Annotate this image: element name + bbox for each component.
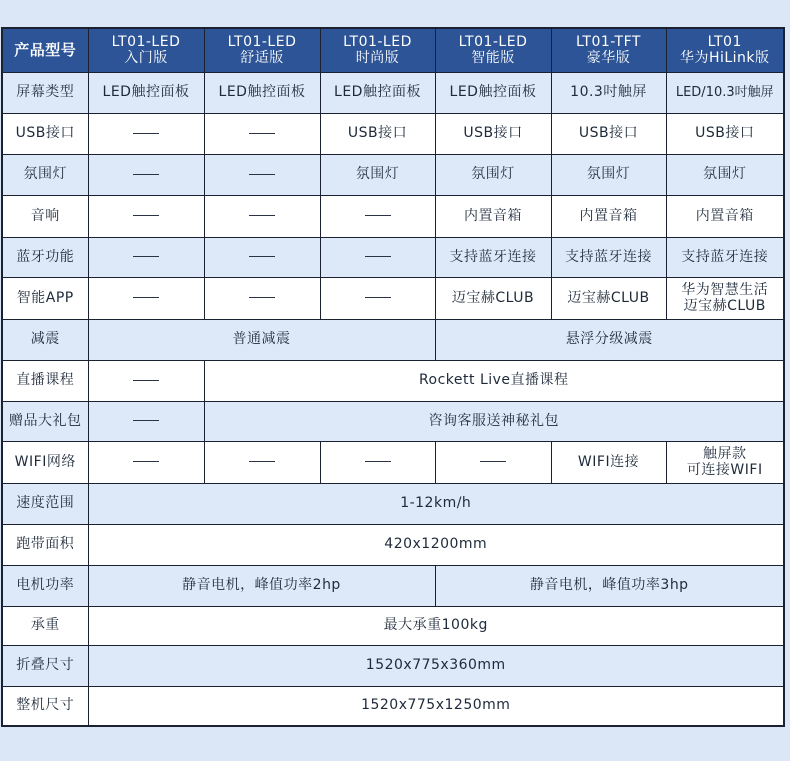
row-overall-size: [2, 686, 784, 726]
cell-value: LED触控面板: [88, 72, 204, 113]
row-load: [2, 606, 784, 645]
cell-value: USB接口: [435, 113, 551, 154]
model-header-4: [435, 28, 551, 72]
dash-mark: [133, 215, 159, 216]
cell-span: Rockett Live直播课程: [204, 360, 784, 401]
model-header-5: [551, 28, 666, 72]
cell-empty: [204, 441, 320, 483]
row-label: 赠品大礼包: [2, 401, 88, 441]
model-edition: 豪华版: [586, 50, 631, 67]
dash-mark: [133, 174, 159, 175]
cell-value: 内置音箱: [666, 195, 784, 237]
row-label: 蓝牙功能: [2, 237, 88, 277]
spec-comparison-table: [1, 27, 785, 727]
cell-value: 氛围灯: [666, 154, 784, 195]
model-code: LT01-LED: [111, 34, 181, 51]
cell-value: 氛围灯: [551, 154, 666, 195]
row-wifi: [2, 441, 784, 483]
cell-line: 迈宝赫CLUB: [683, 298, 766, 314]
row-folded-size: [2, 645, 784, 686]
cell-span-left: 静音电机，峰值功率2hp: [88, 565, 435, 606]
cell-empty: [320, 441, 435, 483]
cell-value: 支持蓝牙连接: [666, 237, 784, 277]
cell-value: 内置音箱: [435, 195, 551, 237]
cell-value: 迈宝赫CLUB: [551, 277, 666, 319]
dash-mark: [365, 215, 391, 216]
cell-empty: [204, 195, 320, 237]
row-label: 电机功率: [2, 565, 88, 606]
cell-span: 1520x775x1250mm: [88, 686, 784, 726]
row-usb: [2, 113, 784, 154]
row-label: 智能APP: [2, 277, 88, 319]
cell-value: WIFI连接: [551, 441, 666, 483]
model-code: LT01-LED: [227, 34, 297, 51]
cell-empty: [320, 237, 435, 277]
row-motor: [2, 565, 784, 606]
cell-line: 触屏款: [703, 446, 747, 462]
model-edition: 智能版: [471, 50, 515, 67]
row-label: WIFI网络: [2, 441, 88, 483]
row-label: 氛围灯: [2, 154, 88, 195]
row-bluetooth: [2, 237, 784, 277]
model-code: LT01: [707, 34, 742, 51]
cell-value: USB接口: [551, 113, 666, 154]
cell-value: 氛围灯: [320, 154, 435, 195]
cell-empty: [204, 154, 320, 195]
model-code: LT01-TFT: [576, 34, 641, 51]
dash-mark: [365, 297, 391, 298]
cell-span: 最大承重100kg: [88, 606, 784, 645]
dash-mark: [249, 297, 275, 298]
cell-empty: [320, 195, 435, 237]
row-live: [2, 360, 784, 401]
dash-mark: [249, 256, 275, 257]
cell-empty: [88, 154, 204, 195]
row-app: [2, 277, 784, 319]
row-label: 减震: [2, 319, 88, 360]
cell-value: USB接口: [666, 113, 784, 154]
cell-line: 可连接WIFI: [686, 462, 763, 478]
cell-empty: [88, 441, 204, 483]
row-shock: [2, 319, 784, 360]
cell-span-right: 静音电机，峰值功率3hp: [435, 565, 784, 606]
cell-line: 华为智慧生活: [681, 282, 769, 298]
cell-empty: [204, 237, 320, 277]
cell-value: 迈宝赫CLUB: [435, 277, 551, 319]
dash-mark: [249, 215, 275, 216]
dash-mark: [133, 461, 159, 462]
dash-mark: [133, 133, 159, 134]
dash-mark: [365, 256, 391, 257]
row-ambient-light: [2, 154, 784, 195]
cell-span-right: 悬浮分级减震: [435, 319, 784, 360]
dash-mark: [133, 380, 159, 381]
cell-value: 10.3吋触屏: [551, 72, 666, 113]
cell-empty: [88, 277, 204, 319]
cell-empty: [88, 195, 204, 237]
cell-value: 内置音箱: [551, 195, 666, 237]
row-label: USB接口: [2, 113, 88, 154]
cell-value: 氛围灯: [435, 154, 551, 195]
dash-mark: [133, 420, 159, 421]
model-edition: 入门版: [124, 50, 168, 67]
cell-value: 支持蓝牙连接: [435, 237, 551, 277]
row-label: 整机尺寸: [2, 686, 88, 726]
spec-table-container: [1, 27, 785, 727]
dash-mark: [480, 461, 506, 462]
cell-span: 1-12km/h: [88, 483, 784, 524]
cell-span: 咨询客服送神秘礼包: [204, 401, 784, 441]
cell-span: 1520x775x360mm: [88, 645, 784, 686]
row-label: 折叠尺寸: [2, 645, 88, 686]
dash-mark: [249, 461, 275, 462]
cell-empty: [88, 401, 204, 441]
model-header-3: [320, 28, 435, 72]
cell-value: 支持蓝牙连接: [551, 237, 666, 277]
model-header-2: [204, 28, 320, 72]
model-header-6: [666, 28, 784, 72]
row-belt: [2, 524, 784, 565]
dash-mark: [249, 133, 275, 134]
cell-value: LED触控面板: [204, 72, 320, 113]
cell-span: 420x1200mm: [88, 524, 784, 565]
model-header-1: [88, 28, 204, 72]
header-corner: 产品型号: [2, 28, 88, 72]
model-edition: 舒适版: [240, 50, 284, 67]
dash-mark: [249, 174, 275, 175]
cell-value: LED触控面板: [320, 72, 435, 113]
cell-empty: [88, 113, 204, 154]
row-label: 音响: [2, 195, 88, 237]
row-gift: [2, 401, 784, 441]
row-label: 屏幕类型: [2, 72, 88, 113]
cell-empty: [320, 277, 435, 319]
cell-value: LED触控面板: [435, 72, 551, 113]
model-code: LT01-LED: [343, 34, 412, 51]
model-edition: 华为HiLink版: [679, 50, 770, 67]
cell-value: LED/10.3吋触屏: [666, 72, 784, 113]
row-label: 跑带面积: [2, 524, 88, 565]
cell-empty: [204, 277, 320, 319]
cell-value-multiline: [666, 441, 784, 483]
dash-mark: [133, 297, 159, 298]
dash-mark: [133, 256, 159, 257]
row-label: 直播课程: [2, 360, 88, 401]
row-label: 速度范围: [2, 483, 88, 524]
row-audio: [2, 195, 784, 237]
cell-empty: [88, 360, 204, 401]
row-speed: [2, 483, 784, 524]
cell-span-left: 普通减震: [88, 319, 435, 360]
dash-mark: [365, 461, 391, 462]
cell-value-multiline: [666, 277, 784, 319]
row-label: 承重: [2, 606, 88, 645]
model-edition: 时尚版: [355, 50, 400, 67]
cell-value: USB接口: [320, 113, 435, 154]
cell-empty: [435, 441, 551, 483]
header-row: [2, 28, 784, 72]
cell-empty: [88, 237, 204, 277]
model-code: LT01-LED: [458, 34, 528, 51]
cell-empty: [204, 113, 320, 154]
row-screen: [2, 72, 784, 113]
